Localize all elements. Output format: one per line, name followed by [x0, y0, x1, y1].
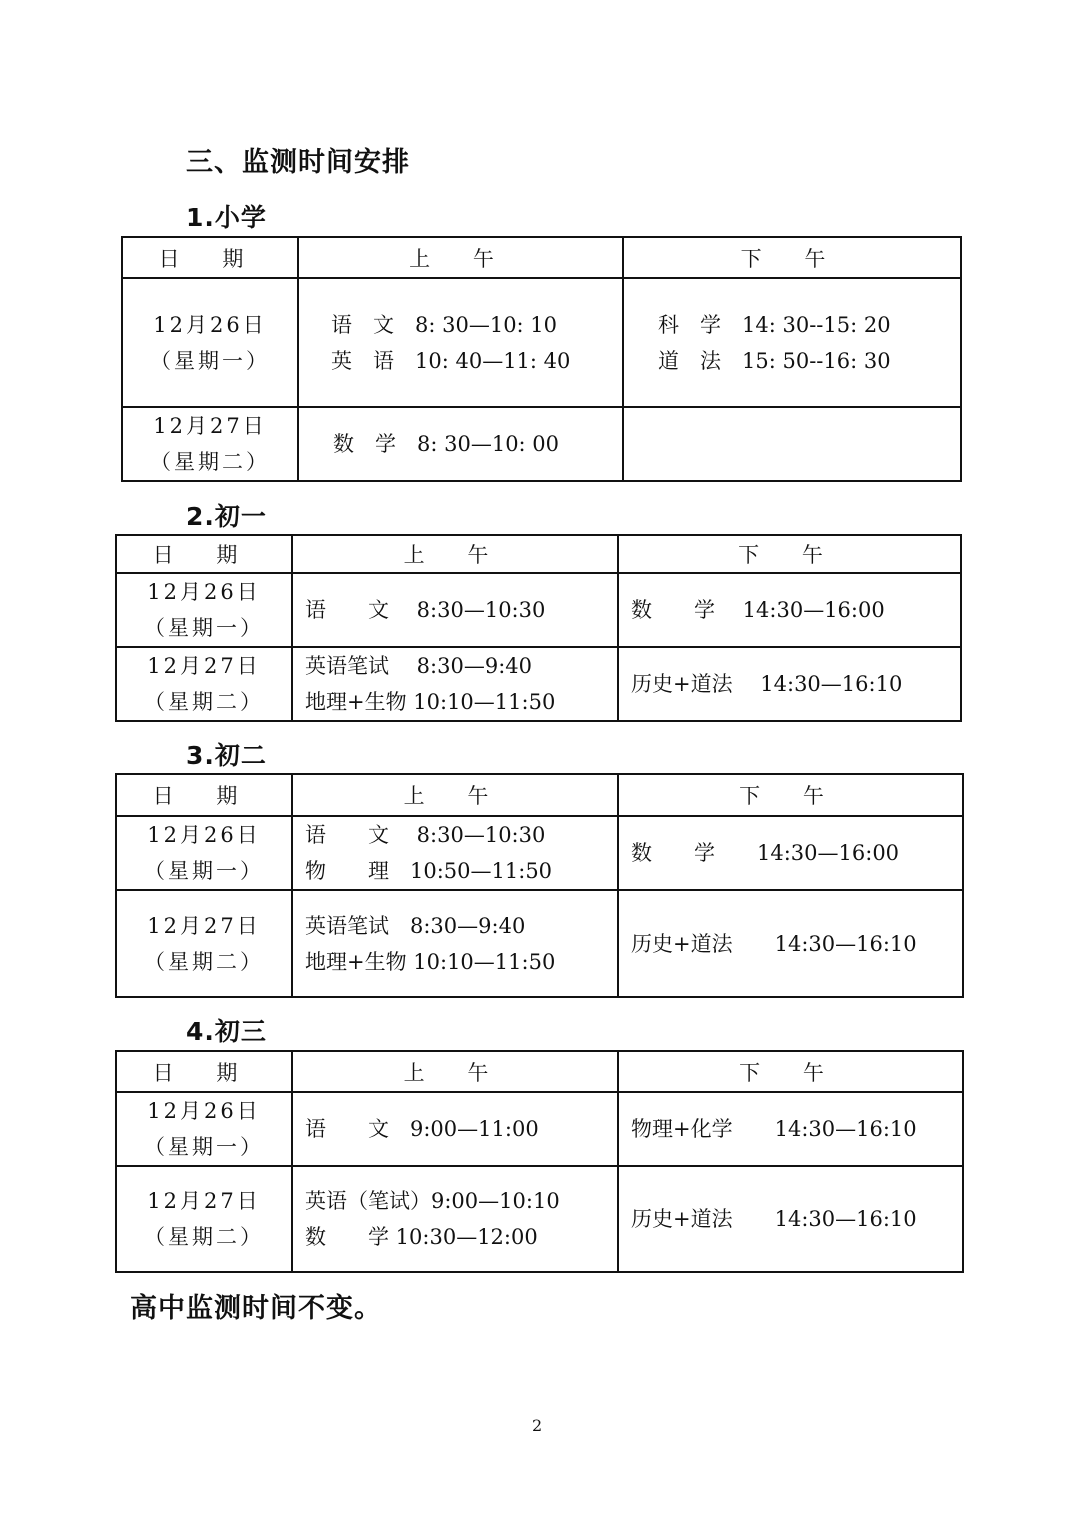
- header-am: 上 午: [292, 774, 618, 816]
- pm-cell: [618, 816, 963, 890]
- schedule-line: 语 文 8: 30—10: 10: [331, 312, 558, 337]
- am-cell: [292, 890, 618, 997]
- table-title-grade8: 3.初二: [186, 741, 267, 770]
- schedule-table-grade8: [115, 773, 964, 998]
- schedule-line: 英语笔试 8:30—9:40: [305, 913, 526, 938]
- am-cell: [292, 1092, 618, 1166]
- header-am: 上 午: [292, 535, 618, 573]
- date-cell: 12月26日 （星期一）: [122, 278, 298, 407]
- schedule-line: 地理+生物 10:10—11:50: [305, 949, 556, 974]
- table-title-grade7: 2.初一: [186, 502, 267, 531]
- page-number: 2: [532, 1416, 543, 1435]
- date-cell: 12月27日 （星期二）: [116, 647, 292, 721]
- schedule-line: 语 文 8:30—10:30: [305, 823, 546, 847]
- schedule-table-grade7: [115, 534, 962, 722]
- date-cell: 12月26日 （星期一）: [116, 816, 292, 890]
- schedule-line: 语 文 8:30—10:30: [305, 598, 546, 622]
- schedule-line: 数 学 14:30—16:00: [631, 841, 900, 865]
- schedule-table-primary: [121, 236, 962, 482]
- table-title-grade9: 4.初三: [186, 1017, 267, 1046]
- schedule-line: 英语笔试 8:30—9:40: [305, 654, 532, 678]
- schedule-line: 英语（笔试）9:00—10:10: [305, 1189, 560, 1213]
- date-cell: 12月26日 （星期一）: [116, 1092, 292, 1166]
- pm-cell-empty: [623, 407, 961, 481]
- header-date: 日 期: [116, 1051, 292, 1092]
- header-date: 日 期: [116, 774, 292, 816]
- header-date: 日 期: [122, 237, 298, 278]
- table-title-primary: 1.小学: [186, 203, 267, 232]
- date-cell: 12月27日 （星期二）: [116, 890, 292, 997]
- schedule-line: 物理+化学 14:30—16:10: [631, 1117, 917, 1141]
- pm-cell: [618, 647, 961, 721]
- pm-cell: [618, 1166, 963, 1272]
- schedule-line: 数 学 8: 30—10: 00: [333, 432, 560, 456]
- am-cell: [292, 573, 618, 647]
- schedule-line: 道 法 15: 50--16: 30: [658, 348, 891, 373]
- schedule-line: 历史+道法 14:30—16:10: [631, 672, 903, 696]
- am-cell: [292, 647, 618, 721]
- am-cell: [292, 816, 618, 890]
- am-cell: [298, 278, 623, 407]
- schedule-line: 数 学 14:30—16:00: [631, 598, 885, 622]
- closing-note: 高中监测时间不变。: [130, 1293, 382, 1324]
- pm-cell: [618, 890, 963, 997]
- header-pm: 下 午: [618, 1051, 963, 1092]
- schedule-line: 数 学 10:30—12:00: [305, 1225, 538, 1249]
- schedule-table-grade9: [115, 1050, 964, 1273]
- header-pm: 下 午: [618, 774, 963, 816]
- section-title: 三、监测时间安排: [186, 147, 410, 178]
- am-cell: [292, 1166, 618, 1272]
- pm-cell: [623, 278, 961, 407]
- schedule-line: 物 理 10:50—11:50: [305, 859, 553, 883]
- pm-cell: [618, 1092, 963, 1166]
- header-date: 日 期: [116, 535, 292, 573]
- pm-cell: [618, 573, 961, 647]
- header-am: 上 午: [298, 237, 623, 278]
- date-cell: 12月27日 （星期二）: [116, 1166, 292, 1272]
- header-pm: 下 午: [618, 535, 961, 573]
- header-am: 上 午: [292, 1051, 618, 1092]
- schedule-line: 地理+生物 10:10—11:50: [305, 690, 556, 714]
- date-cell: 12月26日 （星期一）: [116, 573, 292, 647]
- schedule-line: 语 文 9:00—11:00: [305, 1117, 539, 1141]
- schedule-line: 历史+道法 14:30—16:10: [631, 931, 917, 956]
- date-cell: 12月27日 （星期二）: [122, 407, 298, 481]
- am-cell: [298, 407, 623, 481]
- schedule-line: 英 语 10: 40—11: 40: [331, 348, 571, 373]
- schedule-line: 科 学 14: 30--15: 20: [658, 312, 891, 337]
- schedule-line: 历史+道法 14:30—16:10: [631, 1207, 917, 1231]
- header-pm: 下 午: [623, 237, 961, 278]
